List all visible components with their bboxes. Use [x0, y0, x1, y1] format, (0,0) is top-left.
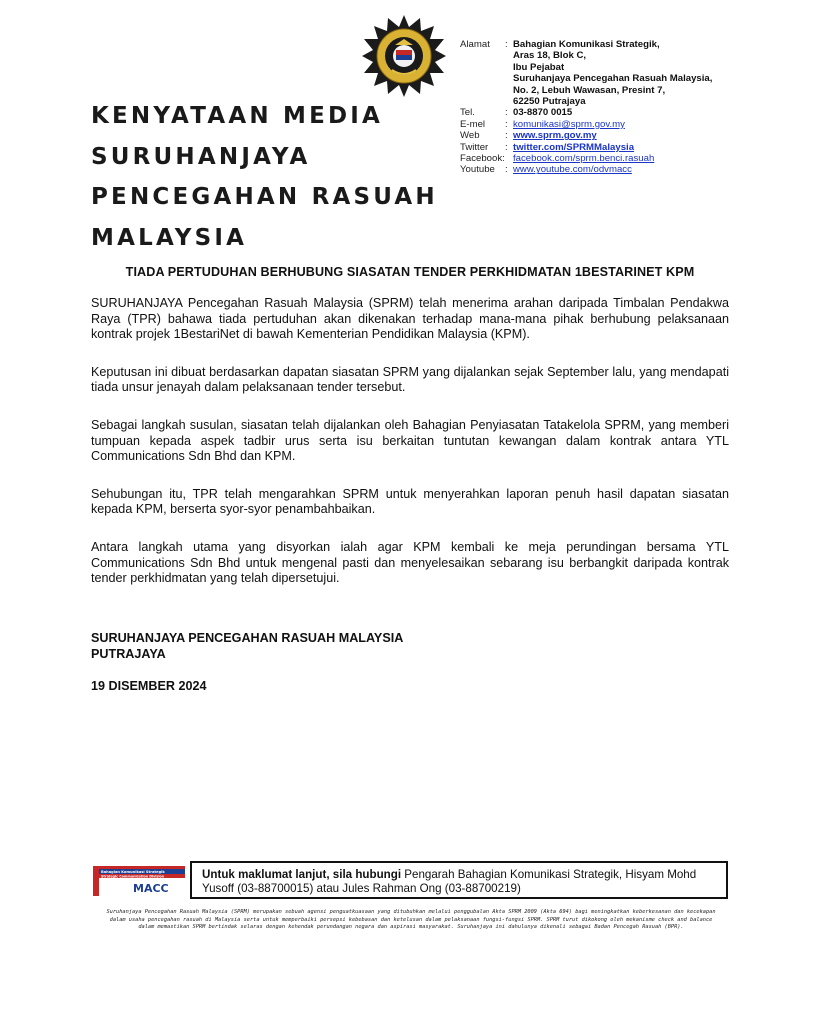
body-paragraph: SURUHANJAYA Pencegahan Rasuah Malaysia (SPRM) telah menerima arahan daripada Timbalan Pendakwa Raya (TPR) bahawa tiada pertuduhan akan dikenakan terhadap mana-mana pihak berhubung pelaksanaan kontrak projek 1BestariNet di bawah Kementerian Pendidikan Malaysia (KPM).: [91, 296, 729, 342]
facebook-link[interactable]: facebook.com/sprm.benci.rasuah: [513, 153, 655, 165]
title-line: KENYATAAN MEDIA: [91, 103, 384, 129]
address-line: Aras 18, Blok C,: [513, 50, 587, 62]
title-line: PENCEGAHAN RASUAH: [91, 184, 438, 210]
address-line: Suruhanjaya Pencegahan Rasuah Malaysia,: [513, 73, 713, 85]
youtube-label: Youtube: [460, 164, 495, 176]
twitter-link[interactable]: twitter.com/SPRMMalaysia: [513, 141, 635, 153]
tel-value: 03-8870 0015: [513, 107, 573, 119]
footer-contact-lead: Untuk maklumat lanjut, sila hubungi: [202, 868, 402, 881]
macc-unit-logo-icon: [93, 866, 185, 896]
contact-info: Alamat : Bahagian Komunikasi Strategik, Aras 18, Blok C, Ibu Pejabat Suruhanjaya Pencegahan Rasuah Malaysia, No. 2, Lebuh Wawasan, Presint 7, 62250 Putrajaya Tel. : 03-8870 0015 E-mel : komunikasi@sprm.gov.my Web : www.sprm.gov.my Twitter : twitter.com/SPRMMalaysia Facebook: facebook.com/sprm.benci.rasuah Youtube : www.youtube.com/odvmacc: [460, 39, 713, 176]
body-paragraph: Keputusan ini dibuat berdasarkan dapatan siasatan SPRM yang dijalankan sejak September lalu, yang mendapati tiada unsur jenayah dalam pelaksanaan tender tersebut.: [91, 364, 729, 395]
address-line: No. 2, Lebuh Wawasan, Presint 7,: [513, 84, 666, 96]
footer-contact-box: [190, 861, 728, 899]
title-line: MALAYSIA: [91, 224, 248, 251]
unit-logo-brand: MACC: [133, 882, 169, 895]
body-paragraph: Sehubungan itu, TPR telah mengarahkan SPRM untuk menyerahkan laporan penuh hasil dapatan siasatan kepada KPM, berserta syor-syor penambahbaikan.: [91, 486, 729, 517]
alamat-label: Alamat: [460, 39, 490, 50]
signoff-place: PUTRAJAYA: [91, 646, 166, 661]
address-line: Bahagian Komunikasi Strategik,: [513, 39, 660, 50]
sprm-emblem-icon: [362, 14, 446, 98]
footer-fineprint: Suruhanjaya Pencegahan Rasuah Malaysia (SPRM) merupakan sebuah agensi penguatkuasaan yang ditubuhkan melalui penggubalan Akta SPRM 2009 (Akta 694) bagi meningkatkan keberkesanan dan kecekapan dalam usaha pencegahan rasuah di Malaysia serta untuk memperbaiki persepsi kebebasan dan ketelusan dalam pelaksanaan fungsi-fungsi SPRM. SPRM turut dikokong oleh mekanisme check and balance dalam memastikan SPRM bertindak selaras dengan kehendak perundangan negara dan aspirasi masyarakat. Suruhanjaya ini dahulunya dikenali sebagai Badan Pencegah Rasuah (BPR).: [106, 909, 716, 931]
unit-logo-line1: Bahagian Komunikasi Strategik: [101, 870, 165, 874]
address-line: 62250 Putrajaya: [513, 96, 586, 108]
title-line: SURUHANJAYA: [91, 143, 311, 170]
body-paragraph: Sebagai langkah susulan, siasatan telah dijalankan oleh Bahagian Penyiasatan Tatakelola SPRM, yang memberi tumpuan kepada aspek tadbir urus serta isu berkaitan tuntutan kewangan dalam kontrak antara YTL Communications Sdn Bhd dan KPM.: [91, 417, 729, 464]
address-line: Ibu Pejabat: [513, 61, 565, 73]
footer-contact-text: Pengarah Bahagian Komunikasi Strategik, Hisyam Mohd Yusoff (03-88700015) atau Jules Rahman Ong (03-88700219): [202, 868, 697, 896]
headline: TIADA PERTUDUHAN BERHUBUNG SIASATAN TENDER PERKHIDMATAN 1BESTARINET KPM: [125, 265, 695, 279]
youtube-link[interactable]: www.youtube.com/odvmacc: [513, 164, 632, 176]
facebook-label: Facebook:: [460, 153, 505, 165]
article-body: [91, 296, 729, 609]
unit-logo-line2: Strategic Communication Division: [101, 874, 165, 879]
web-link[interactable]: www.sprm.gov.my: [513, 130, 597, 142]
page-title: [91, 96, 461, 258]
body-paragraph: Antara langkah utama yang disyorkan ialah agar KPM kembali ke meja perundingan bersama YTL Communications Sdn Bhd untuk mengenal pasti dan menyelesaikan sebarang isu berbangkit daripada kontrak tender perkhidmatan yang telah dipersetujui.: [91, 539, 729, 586]
signoff: [91, 631, 403, 662]
email-link[interactable]: komunikasi@sprm.gov.my: [513, 118, 625, 130]
release-date: 19 DISEMBER 2024: [91, 679, 207, 693]
signoff-org: SURUHANJAYA PENCEGAHAN RASUAH MALAYSIA: [91, 631, 404, 645]
tel-label: Tel.: [460, 107, 475, 119]
email-label: E-mel: [460, 118, 486, 130]
twitter-label: Twitter: [460, 141, 489, 153]
web-label: Web: [460, 130, 480, 142]
